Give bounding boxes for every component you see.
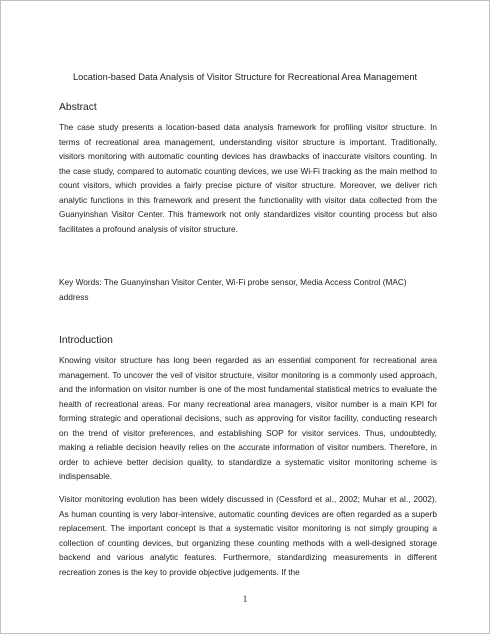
keywords: Key Words: The Guanyinshan Visitor Center, Wi-Fi probe sensor, Media Access Control (MAC) address — [59, 277, 407, 302]
introduction-paragraph-1: Knowing visitor structure has long been regarded as an essential component for recreational area management. To uncover the veil of visitor structure, visitor monitoring is a commonly used approach, and the information on visitor number is one of the most fundamental statistical metrics to evaluate the health of recreational areas. For many recreational area managers, visitor number is a main KPI for forming strategic and operational decisions, such as approving for visitor facility, conducting research on the trend of visitor preferences, and establishing SOP for visitor services. Thus, undoubtedly, making a reliable decision heavily relies on the accurate information of visitor numbers. Therefore, in order to achieve better decision quality, to standardize a systematic visitor monitoring scheme is indispensable. — [59, 355, 437, 482]
introduction-heading: Introduction — [59, 335, 113, 346]
introduction-paragraph-2: Visitor monitoring evolution has been widely discussed in (Cessford et al., 2002; Muhar et al., 2002). As human counting is very labor-intensive, automatic counting devices are often regarded as a superb replacement. The important concept is that a systematic visitor monitoring is not simply grouping a collection of counting devices, but organizing these counting methods with a well-designed storage backend and various analytic features. Furthermore, standardizing measurements in different recreation zones is the key to provide objective judgements. If the — [59, 494, 437, 577]
page-number: 1 — [242, 594, 248, 604]
abstract-text: The case study presents a location-based data analysis framework for profiling visitor structure. In terms of recreational area management, understanding visitor structure is important. Traditionally, visitors monitoring with automatic counting devices has drawbacks of inaccurate visitors counting. In the case study, compared to automatic counting devices, we use Wi-Fi tracking as the main method to count visitors, which provides a fairly precise picture of visitor structure. Moreover, we deliver rich analytic functions in this framework and present the functionality with visitor data collected from the Guanyinshan Visitor Center. This framework not only standardizes visitor counting process but also facilitates a profound analysis of visitor structure. — [59, 122, 437, 234]
paper-title: Location-based Data Analysis of Visitor Structure for Recreational Area Management — [72, 72, 418, 82]
abstract-heading: Abstract — [59, 102, 97, 113]
